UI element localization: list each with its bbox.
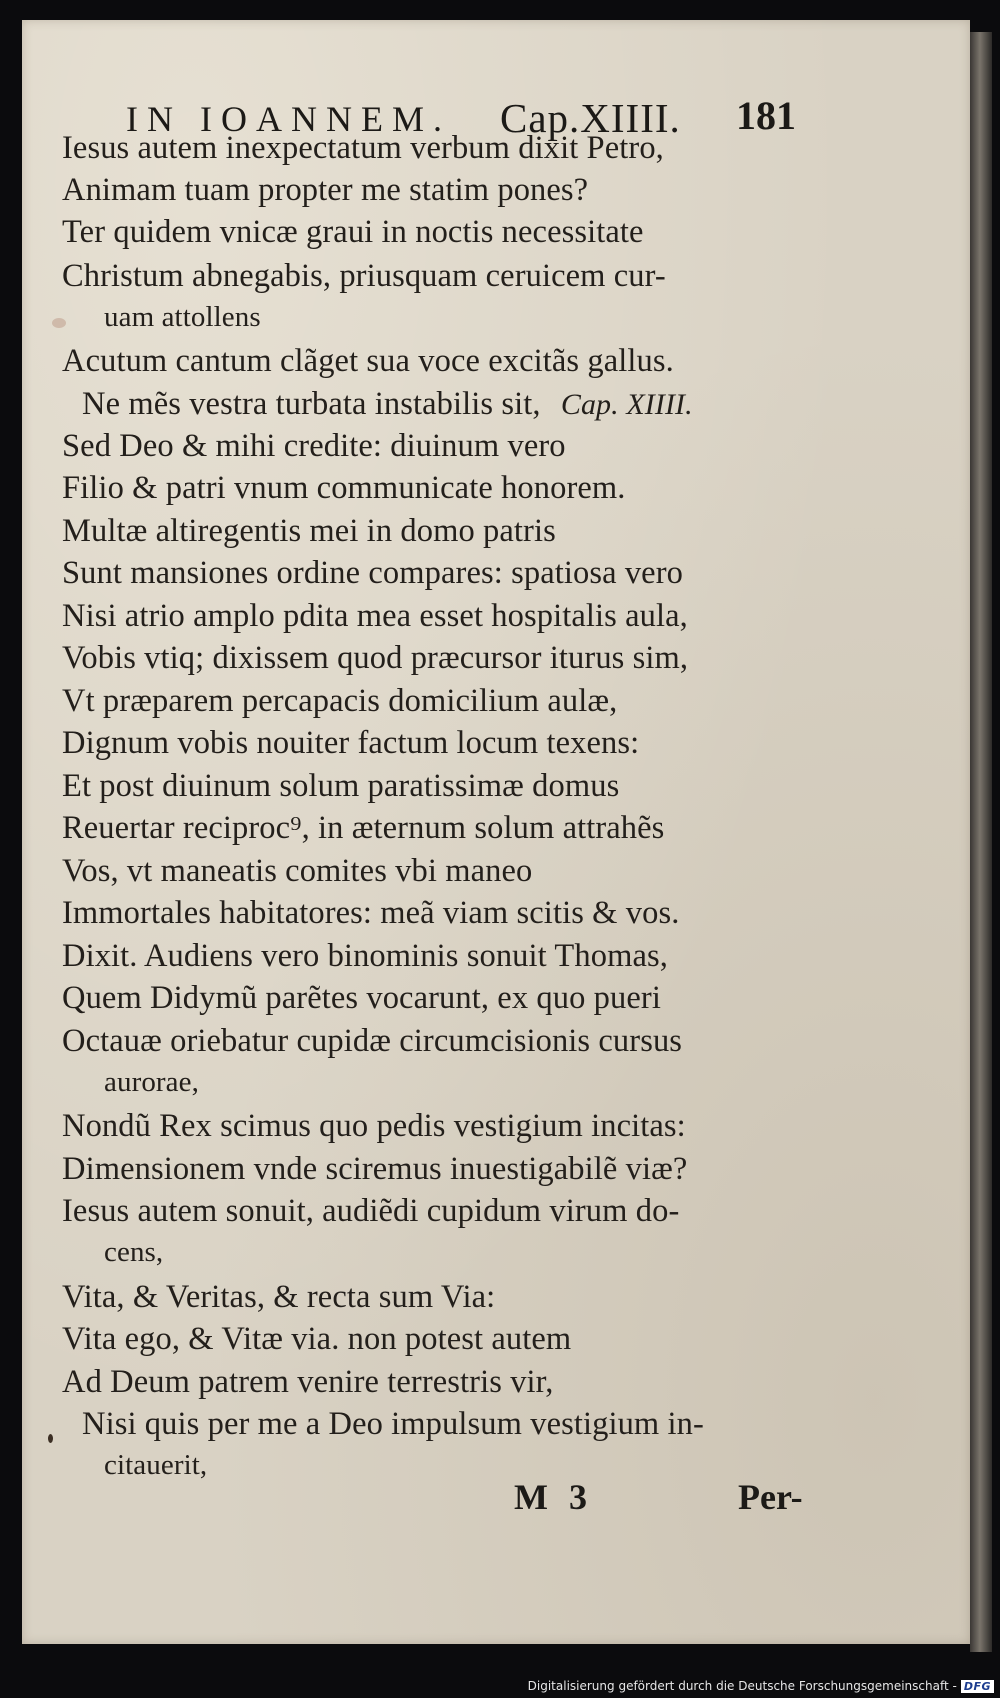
text-line: Vos, vt maneatis comites vbi maneo: [62, 853, 533, 889]
text-line: Reuertar reciproc⁹, in æternum solum attrahẽs: [62, 810, 665, 846]
text-line: Dixit. Audiens vero binominis sonuit Thomas,: [62, 938, 668, 974]
credit-text: Digitalisierung gefördert durch die Deutsche Forschungsgemeinschaft -: [527, 1679, 957, 1693]
page-footer: [22, 1476, 970, 1526]
text-line-continuation: aurorae,: [104, 1066, 199, 1098]
page-number: 181: [736, 93, 796, 138]
text-line-body: Ne mẽs vestra turbata instabilis sit,: [82, 386, 541, 422]
ink-speck: [48, 1434, 53, 1443]
text-line: Sunt mansiones ordine compares: spatiosa vero: [62, 555, 683, 591]
text-line: Nisi atrio amplo pdita mea esset hospitalis aula,: [62, 598, 688, 634]
text-line-continuation: citauerit,: [104, 1449, 208, 1481]
chapter-heading: Cap.XIIII.: [500, 95, 681, 141]
text-line: Iesus autem inexpectatum verbum dixit Petro,: [62, 130, 664, 166]
text-line: Vita, & Veritas, & recta sum Via:: [62, 1279, 496, 1315]
text-line: Acutum cantum clãget sua voce excitãs gallus.: [62, 343, 674, 379]
text-line: Animam tuam propter me statim pones?: [62, 172, 589, 208]
text-line: Vt præparem percapacis domicilium aulæ,: [62, 683, 618, 719]
text-line-with-marginal-note: [82, 388, 693, 421]
book-spine-edge: [970, 32, 992, 1652]
text-line: Nondũ Rex scimus quo pedis vestigium incitas:: [62, 1108, 686, 1144]
dfg-logo: DFG: [961, 1680, 994, 1693]
book-page: [22, 20, 970, 1644]
text-line: Sed Deo & mihi credite: diuinum vero: [62, 428, 566, 464]
text-line: Filio & patri vnum communicate honorem.: [62, 470, 626, 506]
text-line: Quem Didymũ parẽtes vocarunt, ex quo pueri: [62, 980, 661, 1016]
text-line: Nisi quis per me a Deo impulsum vestigium in-: [82, 1406, 704, 1442]
paper-stain: [52, 318, 66, 328]
text-line-continuation: cens,: [104, 1236, 164, 1268]
text-line: Vobis vtiq; dixissem quod præcursor iturus sim,: [62, 640, 689, 676]
catchword: Per-: [738, 1477, 803, 1517]
marginal-chapter-note: Cap. XIIII.: [560, 388, 693, 421]
running-title: IN IOANNEM.: [126, 99, 451, 139]
text-line: Immortales habitatores: meã viam scitis & vos.: [62, 895, 680, 931]
text-line: Et post diuinum solum paratissimæ domus: [62, 768, 620, 804]
text-line: Dignum vobis nouiter factum locum texens:: [62, 725, 640, 761]
verse-text: [22, 20, 970, 1644]
text-line: Multæ altiregentis mei in domo patris: [62, 513, 556, 549]
text-line: Iesus autem sonuit, audiẽdi cupidum virum do-: [62, 1193, 680, 1229]
text-line: Christum abnegabis, priusquam ceruicem cur-: [62, 258, 666, 294]
digitization-credit: [528, 1677, 994, 1695]
text-line: Ter quidem vnicæ graui in noctis necessitate: [62, 214, 644, 250]
text-line: Vita ego, & Vitæ via. non potest autem: [62, 1321, 572, 1357]
text-line: Octauæ oriebatur cupidæ circumcisionis cursus: [62, 1023, 683, 1059]
text-line: Dimensionem vnde sciremus inuestigabilẽ viæ?: [62, 1151, 688, 1187]
signature-mark: M 3: [514, 1477, 593, 1517]
text-line: Ad Deum patrem venire terrestris vir,: [62, 1364, 554, 1400]
text-line-continuation: uam attollens: [104, 301, 261, 333]
